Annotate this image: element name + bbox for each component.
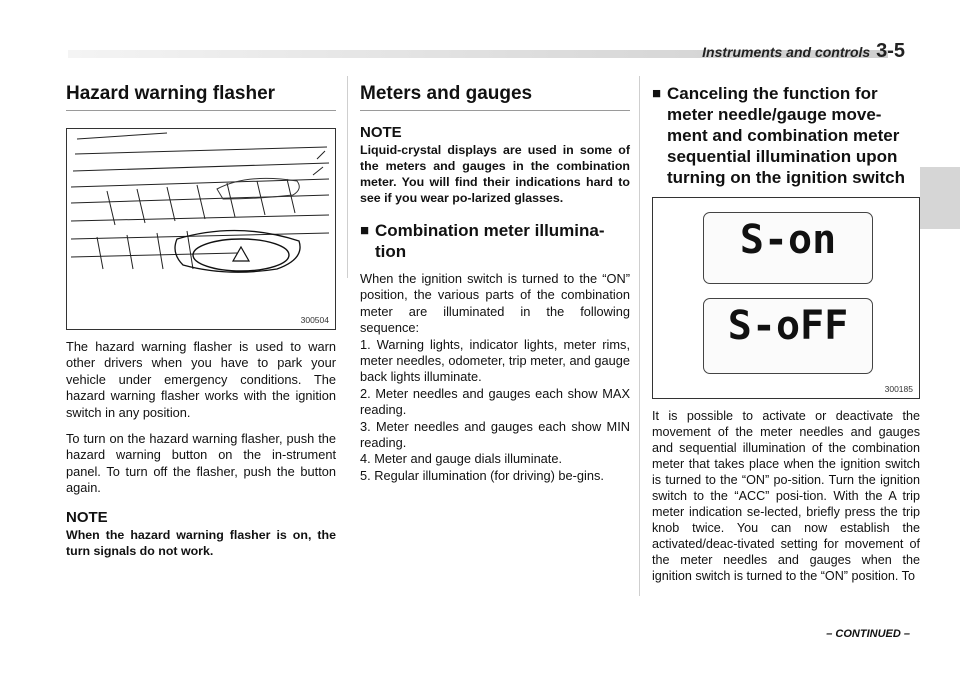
figure-code: 300185 [884, 384, 913, 394]
hazard-figure [66, 128, 336, 330]
heading-text: Canceling the function for meter needle/gauge move-ment and combination meter sequential illumination upon turning on the ignition switch [667, 84, 905, 187]
note-body: Liquid-crystal displays are used in some of the meters and gauges in the combination meter. You will find their indications hard to see if you wear po-larized glasses. [360, 143, 630, 205]
page-number: 3-5 [876, 40, 905, 62]
list-item: 5. Regular illumination (for driving) be-gins. [360, 467, 604, 483]
list-item: 4. Meter and gauge dials illuminate. [360, 451, 563, 467]
lcd-figure [652, 197, 920, 399]
column-meters [360, 83, 630, 484]
column-divider-2 [639, 76, 640, 596]
paragraph: When the ignition switch is turned to the “ON” position, the various parts of the combination meter are illuminated in the following sequence: [360, 271, 630, 336]
column-divider-1 [347, 76, 348, 278]
illumination-subheading [360, 220, 630, 262]
square-bullet-icon: ■ [652, 85, 662, 102]
paragraph: It is possible to activate or deactivate the movement of the meter needles and gauges and sequential illumination of the combination meter that takes place when the ignition switch is turned to the “ON” po-sition. Turn the ignition switch to the “ACC” posi-tion. With the A trip meter indication se-lected, briefly press the trip knob twice. You can now establish the activated/deac-tivated setting for movement of the meter needles and gauges when the ignition switch is turned to the “ON” position. To [652, 409, 920, 583]
chapter-tab [920, 167, 960, 229]
note-body: When the hazard warning flasher is on, the turn signals do not work. [66, 527, 336, 558]
lcd-display-on [703, 212, 873, 284]
list-item: 1. Warning lights, indicator lights, meter rims, meter needles, odometer, trip meter, and gauge back lights illuminate. [360, 336, 630, 385]
sequence-list [360, 337, 630, 485]
column-canceling [652, 83, 920, 584]
hazard-heading: Hazard warning flasher [66, 83, 336, 111]
paragraph: To turn on the hazard warning flasher, push the hazard warning button on the in-strument panel. To turn off the flasher, push the button again. [66, 431, 336, 496]
figure-code: 300504 [300, 315, 329, 325]
note-heading: NOTE [360, 124, 402, 141]
running-header [702, 40, 905, 63]
square-bullet-icon: ■ [360, 222, 370, 239]
hazard-button-illustration [67, 129, 335, 329]
subheading-text: Combination meter illumina-tion [375, 221, 605, 261]
lcd-text-off: S-oFF [727, 303, 849, 349]
paragraph: The hazard warning flasher is used to warn other drivers when you have to park your vehicle under emergency conditions. The hazard warning flasher works with the ignition switch in any position. [66, 339, 336, 420]
column-hazard [66, 83, 336, 559]
section-title: Instruments and controls [702, 44, 871, 60]
note-heading: NOTE [66, 508, 108, 526]
lcd-display-off [703, 298, 873, 374]
continued-marker: – CONTINUED – [826, 628, 910, 640]
canceling-heading [652, 83, 920, 188]
list-item: 2. Meter needles and gauges each show MAX reading. [360, 385, 630, 418]
list-item: 3. Meter needles and gauges each show MIN reading. [360, 418, 630, 451]
lcd-text-on: S-on [739, 217, 837, 263]
meters-heading: Meters and gauges [360, 83, 630, 111]
